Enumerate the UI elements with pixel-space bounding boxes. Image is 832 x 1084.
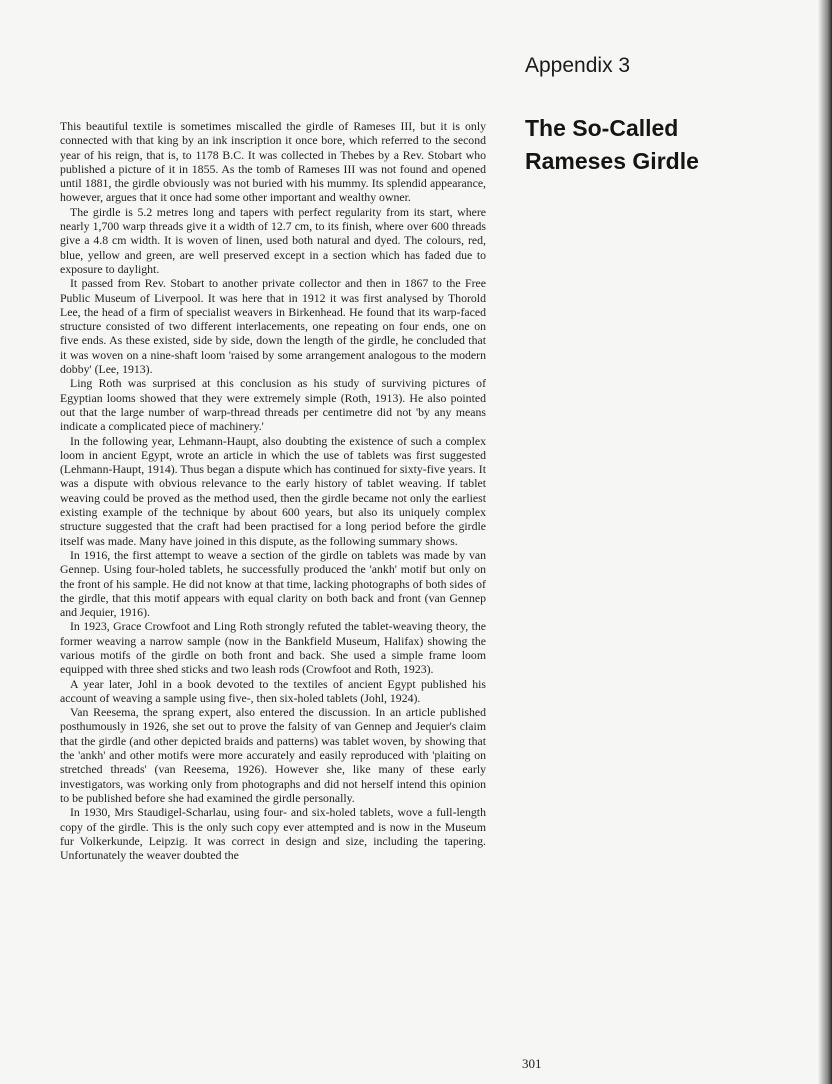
body-text — [60, 119, 486, 862]
chapter-title — [525, 112, 805, 178]
paragraph-3: It passed from Rev. Stobart to another private collector and then in 1867 to the Free Public Museum of Liverpool. It was here that in 1912 it was first analysed by Thorold Lee, the head of a firm of specialist weavers in Birkenhead. He found that its warp-faced structure consisted of two different interlacements, one repeating on four ends, one on five ends. As these existed, side by side, down the length of the girdle, he concluded that it was woven on a nine-shaft loom 'raised by some arrangement analogous to the modern dobby' (Lee, 1913). — [60, 276, 486, 377]
page-edge-shadow — [818, 0, 832, 1084]
paragraph-6: In 1916, the first attempt to weave a section of the girdle on tablets was made by van Gennep. Using four-holed tablets, he successfully produced the 'ankh' motif but only on the front of his sample. He did not know at that time, lacking photographs of both sides of the girdle, that this motif appears with equal clarity on both back and front (van Gennep and Jequier, 1916). — [60, 547, 486, 620]
paragraph-7: In 1923, Grace Crowfoot and Ling Roth strongly refuted the tablet-weaving theory, the former weaving a narrow sample (now in the Bankfield Museum, Halifax) showing the various motifs of the girdle on both front and back. She used a simple frame loom equipped with three shed sticks and two leash rods (Crowfoot and Roth, 1923). — [60, 619, 486, 677]
paragraph-5: In the following year, Lehmann-Haupt, also doubting the existence of such a complex loom in ancient Egypt, wrote an article in which the use of tablets was first suggested (Lehmann-Haupt, 1914). Thus began a dispute which has continued for sixty-five years. It was a dispute with obvious relevance to the early history of tablet weaving. If tablet weaving could be proved as the method used, then the girdle became not only the earliest existing example of the technique by about 600 years, but also its uniquely complex structure suggested that the craft had been practised for a long period before the girdle itself was made. Many have joined in this dispute, as the following summary shows. — [60, 433, 486, 548]
paragraph-9: Van Reesema, the sprang expert, also entered the discussion. In an article published posthumously in 1926, she set out to prove the falsity of van Gennep and Jequier's claim that the girdle (and other depicted braids and patterns) was tablet woven, by showing that the 'ankh' and other motifs were more accurately and easily reproduced with 'plaiting on stretched threads' (van Reesema, 1926). However she, like many of these early investigators, was working only from photographs and did not herself intend this opinion to be published before she had examined the girdle personally. — [60, 705, 486, 805]
paragraph-4: Ling Roth was surprised at this conclusion as his study of surviving pictures of Egyptian looms showed that they were extremely simple (Roth, 1913). He also pointed out that the large number of warp-thread threads per centimetre did not 'by any means indicate a complicated piece of machinery.' — [60, 376, 486, 434]
paragraph-2: The girdle is 5.2 metres long and tapers with perfect regularity from its start, where nearly 1,700 warp threads give it a width of 12.7 cm, to its finish, where over 600 threads give a 4.8 cm width. It is woven of linen, used both natural and dyed. The colours, red, blue, yellow and green, are well preserved except in a section which has faded due to exposure to daylight. — [60, 204, 486, 276]
paragraph-1: This beautiful textile is sometimes miscalled the girdle of Rameses III, but it is only connected with that king by an ink inscription it once bore, which referred to the second year of his reign, that is, to 1178 B.C. It was collected in Thebes by a Rev. Stobart who published a picture of it in 1855. As the tomb of Rameses III was not found and opened until 1881, the girdle obviously was not buried with his mummy. Its splendid appearance, however, argues that it once had some other important and wealthy owner. — [60, 119, 486, 205]
page-number: 301 — [522, 1056, 542, 1071]
chapter-title-line-2: Rameses Girdle — [525, 148, 699, 174]
appendix-label: Appendix 3 — [525, 54, 631, 77]
paragraph-10: In 1930, Mrs Staudigel-Scharlau, using four- and six-holed tablets, wove a full-length copy of the girdle. This is the only such copy ever attempted and is now in the Museum fur Volkerkunde, Leipzig. It was correct in design and size, including the tapering. Unfortunately the weaver doubted the — [60, 805, 486, 863]
chapter-title-line-1: The So-Called — [525, 115, 679, 141]
paragraph-8: A year later, Johl in a book devoted to the textiles of ancient Egypt published his account of weaving a sample using five-, then six-holed tablets (Johl, 1924). — [60, 676, 486, 705]
